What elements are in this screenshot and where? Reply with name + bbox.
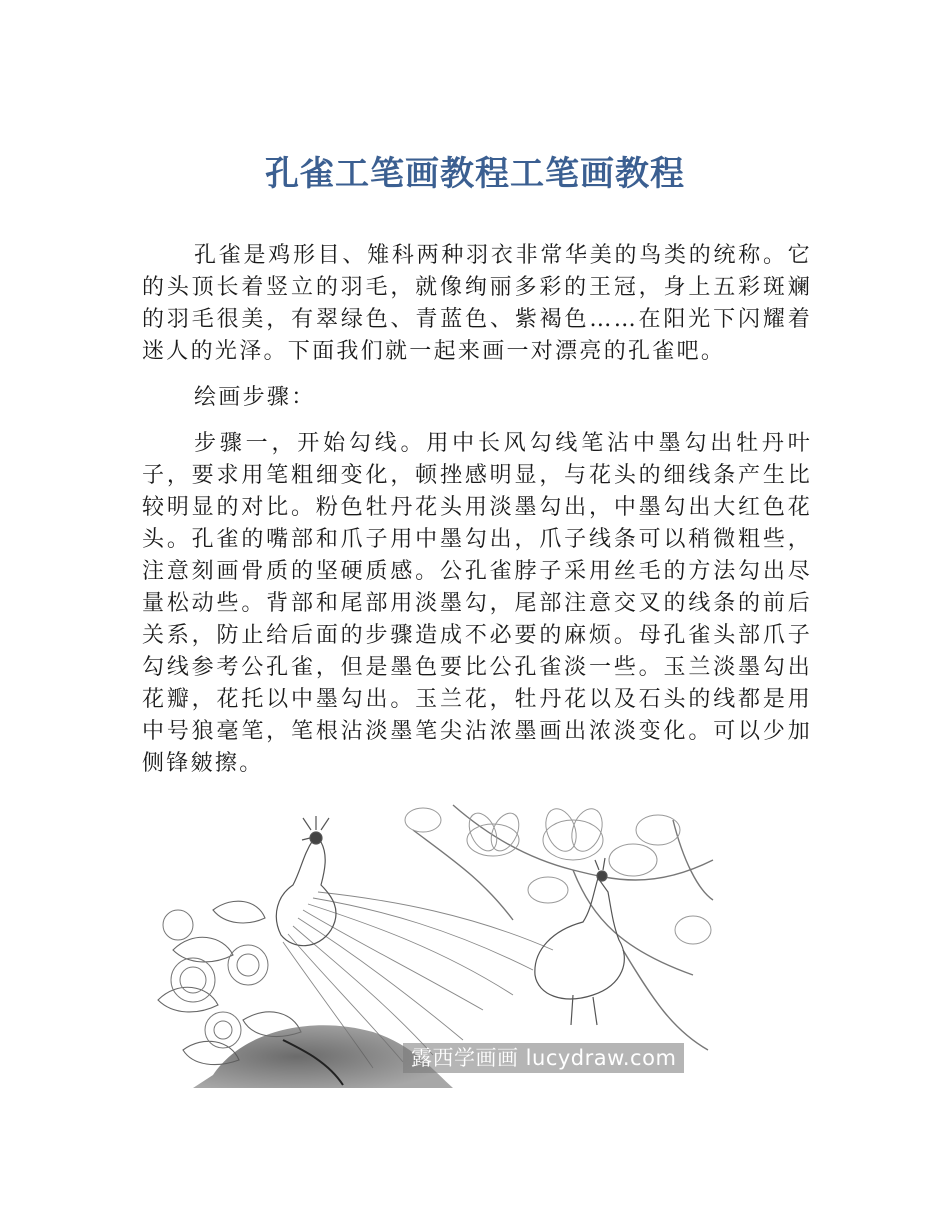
peacock-line-drawing [153,800,715,1088]
article-body [142,240,812,794]
watermark-label: 露西学画画 lucydraw.com [403,1043,684,1073]
page-title: 孔雀工笔画教程工笔画教程 [265,154,685,194]
steps-heading: 绘画步骤： [194,385,316,410]
intro-paragraph: 孔雀是鸡形目、雉科两种羽衣非常华美的鸟类的统称。它的头顶长着竖立的羽毛，就像绚丽多彩的王冠，身上五彩斑斓的羽毛很美，有翠绿色、青蓝色、紫褐色……在阳光下闪耀着迷人的光泽。下面我们就一起来画一对漂亮的孔雀吧。 [142,243,812,364]
step-one-paragraph: 步骤一，开始勾线。用中长风勾线笔沾中墨勾出牡丹叶子，要求用笔粗细变化，顿挫感明显，与花头的细线条产生比较明显的对比。粉色牡丹花头用淡墨勾出，中墨勾出大红色花头。孔雀的嘴部和爪子用中墨勾出，爪子线条可以稍微粗些，注意刻画骨质的坚硬质感。公孔雀脖子采用丝毛的方法勾出尽量松动些。背部和尾部用淡墨勾，尾部注意交叉的线条的前后关系，防止给后面的步骤造成不必要的麻烦。母孔雀头部爪子勾线参考公孔雀，但是墨色要比公孔雀淡一些。玉兰淡墨勾出花瓣，花托以中墨勾出。玉兰花，牡丹花以及石头的线都是用中号狼毫笔，笔根沾淡墨笔尖沾浓墨画出浓淡变化。可以少加侧锋皴擦。 [142,431,812,776]
